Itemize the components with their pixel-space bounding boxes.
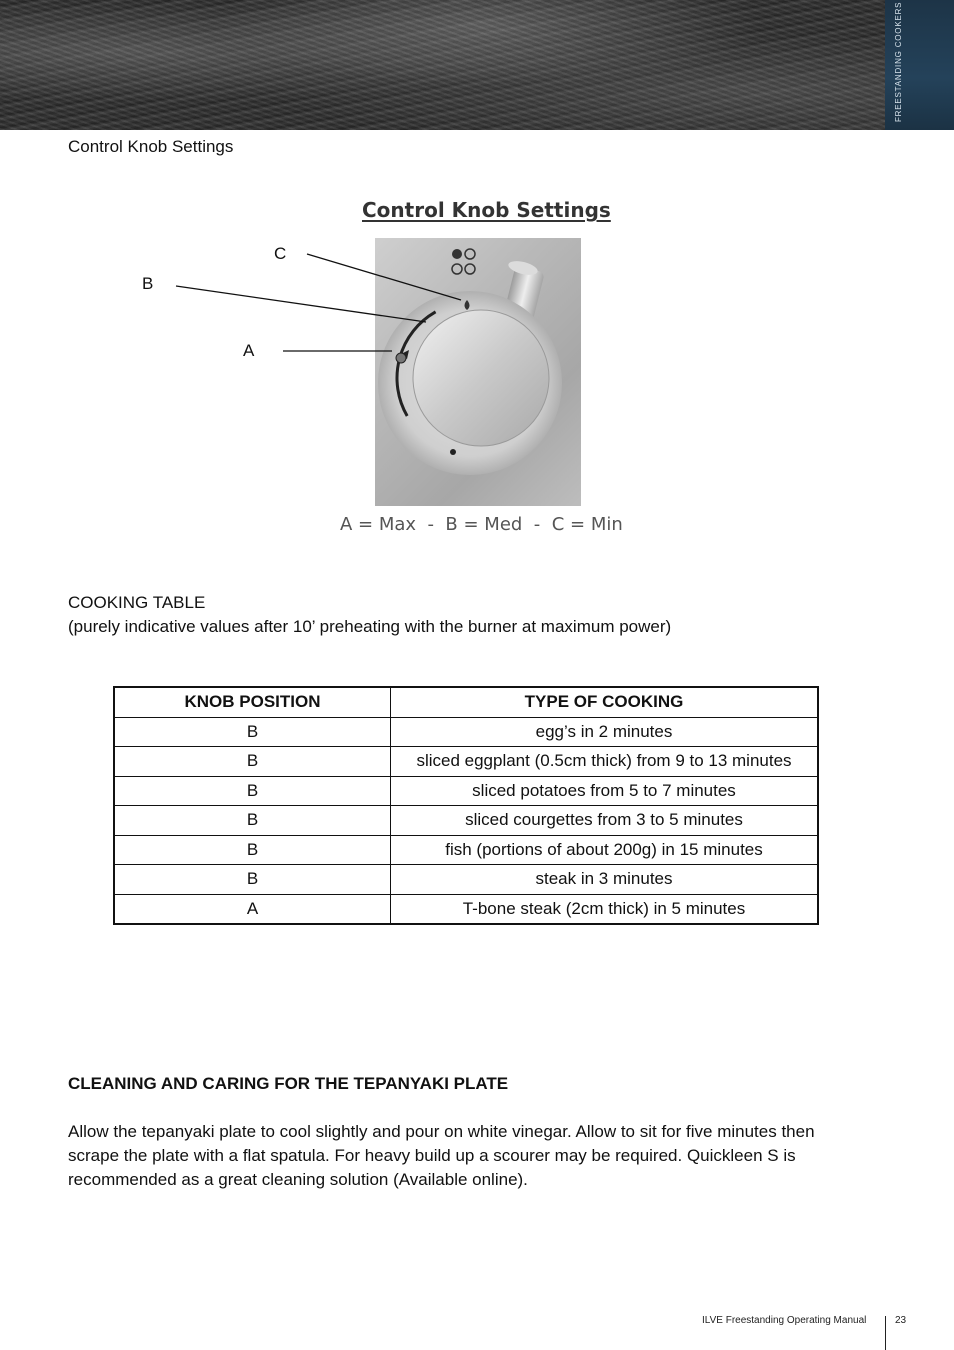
table-row <box>114 776 818 806</box>
callout-label-a: A <box>243 341 255 360</box>
column-header-type-of-cooking: TYPE OF COOKING <box>391 687 819 717</box>
knob-position-cell: B <box>114 747 391 777</box>
callout-line-b <box>176 286 426 322</box>
figure-legend: A = Max - B = Med - C = Min <box>340 514 623 535</box>
table-row <box>114 835 818 865</box>
knob-position-cell: B <box>114 776 391 806</box>
callout-line-c <box>307 254 461 300</box>
cleaning-paragraph-line: Allow the tepanyaki plate to cool slightly and pour on white vinegar. Allow to sit for five minutes then <box>68 1122 815 1141</box>
cooking-table <box>113 686 819 925</box>
cooking-type-cell: T-bone steak (2cm thick) in 5 minutes <box>391 894 819 924</box>
section-heading: Control Knob Settings <box>68 137 234 156</box>
callout-label-c: C <box>274 244 287 263</box>
knob-position-cell: B <box>114 717 391 747</box>
cleaning-heading: CLEANING AND CARING FOR THE TEPANYAKI PLATE <box>68 1074 509 1093</box>
knob-position-cell: B <box>114 835 391 865</box>
cooking-type-cell: fish (portions of about 200g) in 15 minutes <box>391 835 819 865</box>
cooking-type-cell: sliced eggplant (0.5cm thick) from 9 to 13 minutes <box>391 747 819 777</box>
knob-position-cell: B <box>114 806 391 836</box>
cleaning-paragraph-line: scrape the plate with a flat spatula. For heavy build up a scourer may be required. Quickleen S is <box>68 1146 796 1165</box>
cooking-table-subtitle: (purely indicative values after 10’ preheating with the burner at maximum power) <box>68 617 672 636</box>
footer-manual-title: ILVE Freestanding Operating Manual <box>702 1315 867 1326</box>
cooking-type-cell: steak in 3 minutes <box>391 865 819 895</box>
cooking-table-title: COOKING TABLE <box>68 593 206 612</box>
table-row <box>114 717 818 747</box>
table-row <box>114 747 818 777</box>
side-tab-label: FREESTANDING COOKERS <box>894 1 903 122</box>
page-number: 23 <box>895 1315 907 1326</box>
callout-label-b: B <box>142 274 154 293</box>
cooking-type-cell: egg’s in 2 minutes <box>391 717 819 747</box>
knob-position-cell: A <box>114 894 391 924</box>
callout-lines <box>0 0 954 600</box>
figure-title: Control Knob Settings <box>362 198 611 222</box>
column-header-knob-position: KNOB POSITION <box>114 687 391 717</box>
table-row <box>114 894 818 924</box>
cleaning-paragraph-line: recommended as a great cleaning solution (Available online). <box>68 1170 528 1189</box>
cooking-type-cell: sliced potatoes from 5 to 7 minutes <box>391 776 819 806</box>
table-row <box>114 865 818 895</box>
table-row <box>114 806 818 836</box>
footer-divider <box>885 1316 886 1350</box>
cooking-type-cell: sliced courgettes from 3 to 5 minutes <box>391 806 819 836</box>
knob-position-cell: B <box>114 865 391 895</box>
table-header-row <box>114 687 818 717</box>
